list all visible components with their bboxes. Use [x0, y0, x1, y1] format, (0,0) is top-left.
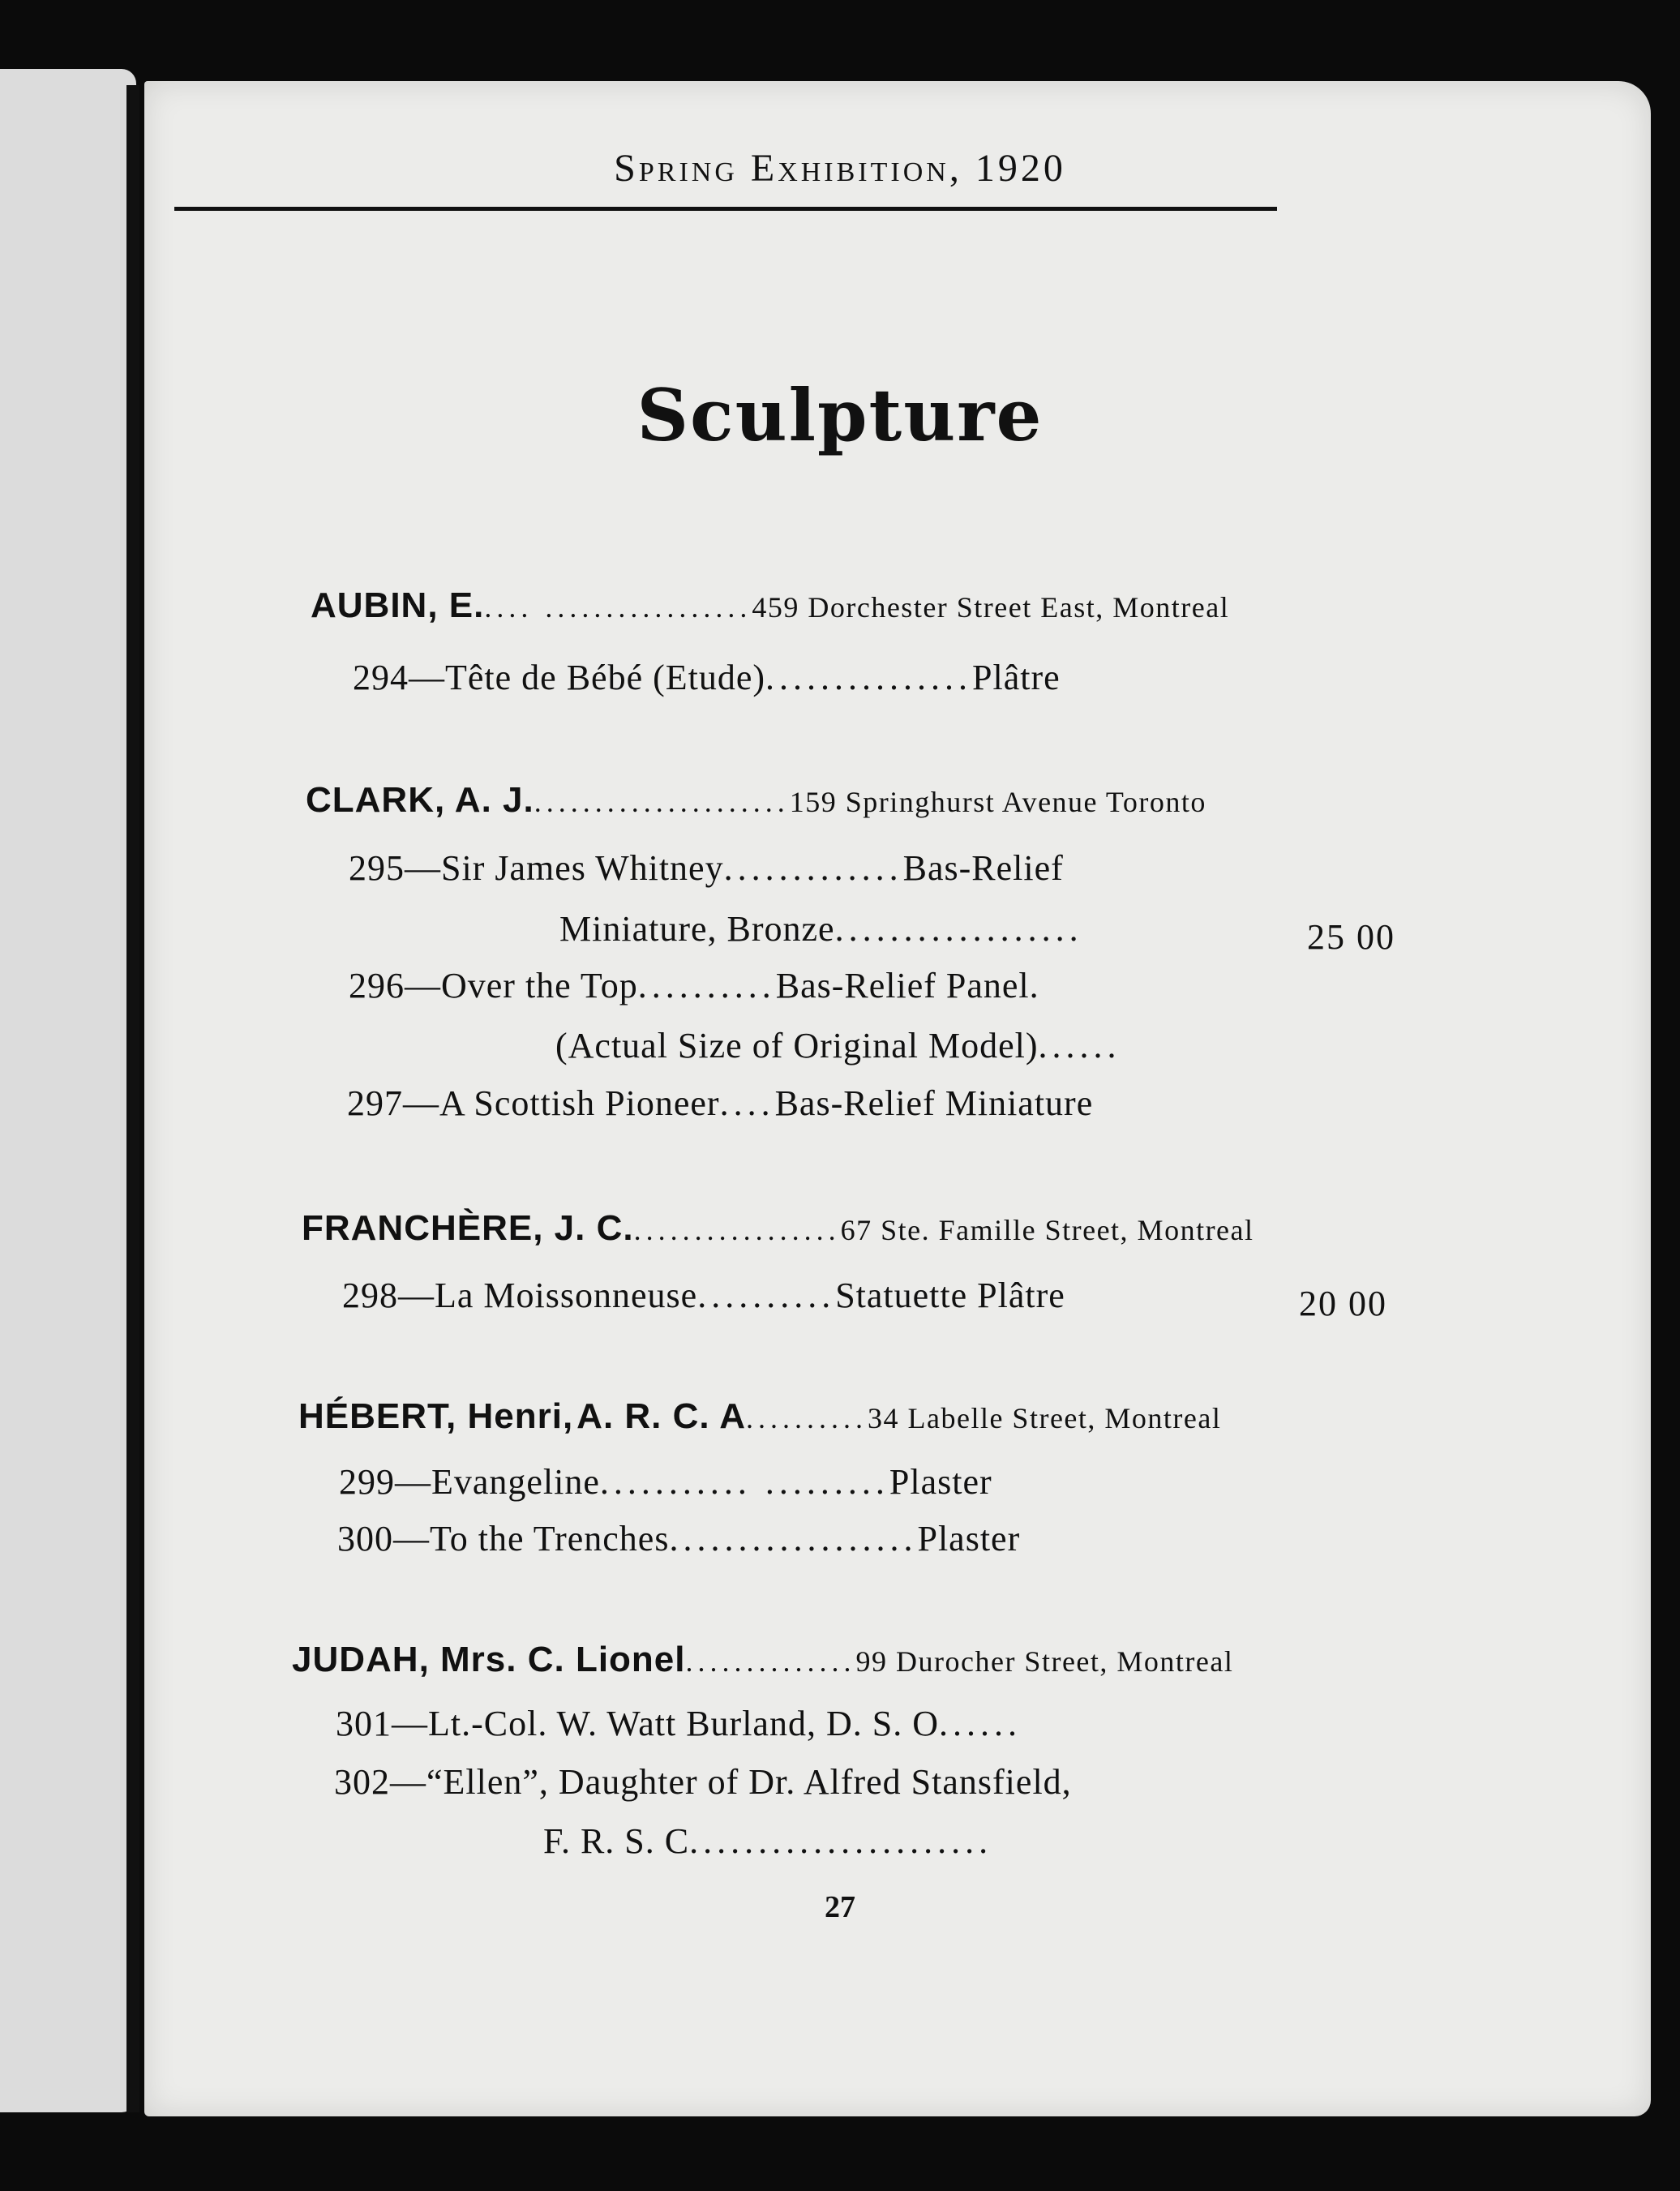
section-title: Sculpture [636, 373, 1044, 457]
entry-title: 294—Tête de Bébé (Etude) [353, 658, 766, 697]
entry-price: 25 00 [1307, 917, 1395, 957]
artist-heading: HÉBERT, Henri, A. R. C. A..........34 Labelle Street, Montreal [298, 1396, 1222, 1436]
header-rule [174, 207, 1277, 211]
entry-title: 296—Over the Top [349, 966, 638, 1005]
artist-address: 67 Ste. Famille Street, Montreal [840, 1214, 1254, 1246]
artist-address: 99 Durocher Street, Montreal [855, 1645, 1234, 1678]
entry-line: 301—Lt.-Col. W. Watt Burland, D. S. O...... [336, 1704, 1022, 1743]
entry-line: 300—To the Trenches..................Plaster [337, 1519, 1021, 1559]
artist-heading: FRANCHÈRE, J. C..................67 Ste. Famille Street, Montreal [302, 1208, 1254, 1248]
entry-title: 297—A Scottish Pioneer [347, 1083, 720, 1123]
entry-title: 298—La Moissonneuse [342, 1276, 698, 1315]
artist-address: 459 Dorchester Street East, Montreal [752, 591, 1230, 624]
artist-name: AUBIN, E. [311, 585, 485, 625]
entry-line: 295—Sir James Whitney.............Bas-Relief [349, 848, 1064, 888]
entry-line: 296—Over the Top..........Bas-Relief Panel. [349, 966, 1039, 1005]
entry-line: Miniature, Bronze.................. [559, 909, 1083, 949]
running-header: Spring Exhibition, 1920 [614, 147, 1066, 190]
entry-title: (Actual Size of Original Model) [555, 1026, 1039, 1065]
entry-medium: Plâtre [972, 658, 1061, 697]
entry-line: 294—Tête de Bébé (Etude)...............Plâtre [353, 658, 1061, 697]
entry-medium: Bas-Relief Miniature [774, 1083, 1094, 1123]
entry-line: 297—A Scottish Pioneer....Bas-Relief Miniature [347, 1083, 1094, 1123]
artist-name: CLARK, A. J. [306, 780, 534, 820]
entry-title: 300—To the Trenches [337, 1519, 670, 1559]
entry-title: 295—Sir James Whitney [349, 848, 724, 888]
artist-address: 159 Springhurst Avenue Toronto [789, 786, 1206, 818]
entry-line: F. R. S. C...................... [543, 1821, 993, 1861]
entry-medium: Statuette Plâtre [835, 1276, 1065, 1315]
entry-medium: Plaster [917, 1519, 1021, 1559]
artist-address: 34 Labelle Street, Montreal [868, 1402, 1222, 1434]
entry-line: 298—La Moissonneuse..........Statuette Plâtre [342, 1276, 1065, 1315]
entry-title: F. R. S. C [543, 1821, 690, 1861]
entry-medium: Plaster [889, 1462, 992, 1502]
entry-title: 299—Evangeline [339, 1462, 600, 1502]
artist-heading: JUDAH, Mrs. C. Lionel..............99 Durocher Street, Montreal [292, 1640, 1234, 1679]
entry-line: (Actual Size of Original Model)...... [555, 1026, 1121, 1065]
entry-price: 20 00 [1299, 1284, 1387, 1323]
page-number: 27 [825, 1890, 855, 1924]
entry-title: Miniature, Bronze [559, 909, 835, 949]
entry-title: 302—“Ellen”, Daughter of Dr. Alfred Stansfield, [334, 1762, 1072, 1802]
artist-honours: A. R. C. A [576, 1396, 746, 1436]
artist-heading: AUBIN, E..... .................459 Dorchester Street East, Montreal [311, 585, 1230, 625]
entry-line [334, 1761, 1072, 1803]
entry-line: 299—Evangeline........... .........Plaster [339, 1462, 992, 1502]
artist-name: FRANCHÈRE, J. C. [302, 1208, 634, 1248]
artist-name: HÉBERT, Henri, [298, 1396, 574, 1436]
entry-medium: Bas-Relief [902, 848, 1064, 888]
entry-medium: Bas-Relief Panel. [775, 966, 1039, 1005]
artist-heading: CLARK, A. J......................159 Springhurst Avenue Toronto [306, 780, 1206, 820]
artist-name: JUDAH, Mrs. C. Lionel [292, 1640, 686, 1679]
entry-title: 301—Lt.-Col. W. Watt Burland, D. S. O [336, 1704, 939, 1743]
